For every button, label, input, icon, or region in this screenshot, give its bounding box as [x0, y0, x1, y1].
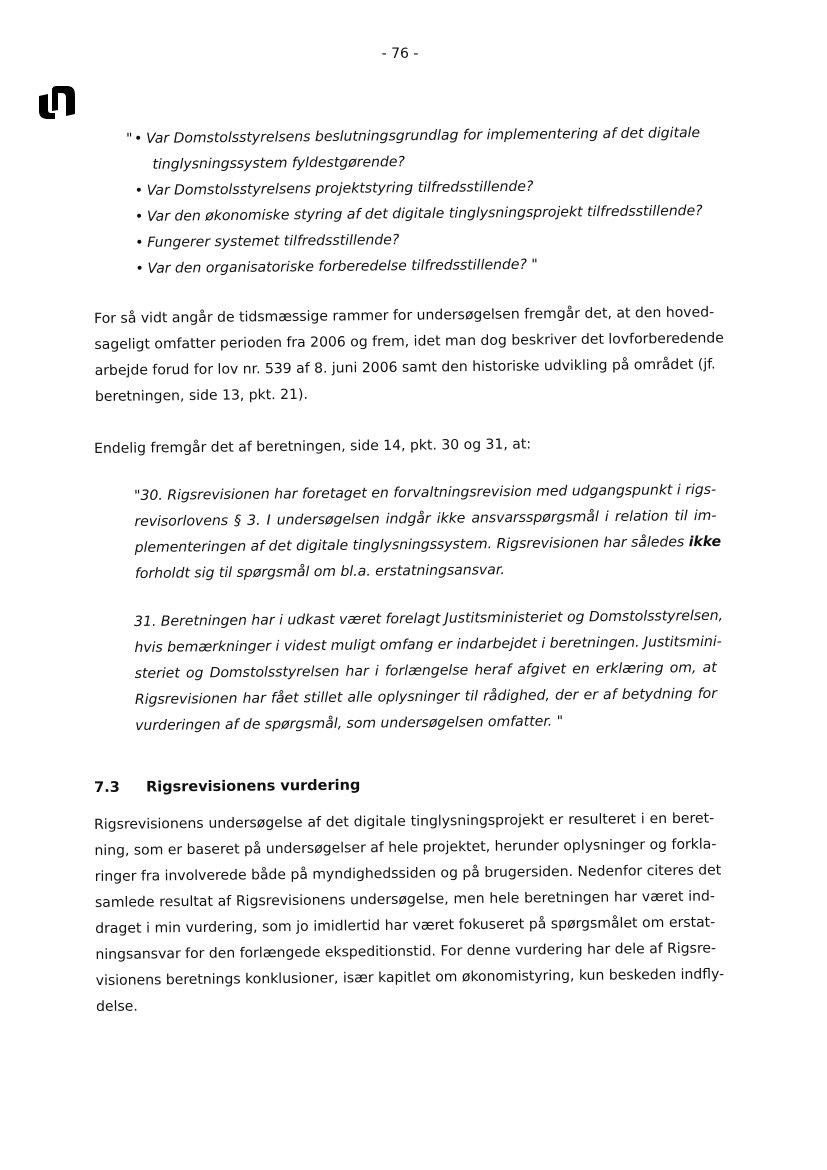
quote-line: hvis bemærkninger i videst muligt omfang er indarbejdet i beretningen. Justitsmini-	[134, 633, 722, 656]
text-line: arbejde forud for lov nr. 539 af 8. juni 2006 samt den historiske udvikling på området (jf.	[94, 356, 716, 379]
quote-line-text: plementeringen af det digitale tinglysningssystem. Rigsrevisionen har således	[134, 534, 689, 556]
text-line: ringer fra involverede både på myndighedssiden og på brugersiden. Nedenfor citeres det	[94, 862, 722, 885]
list-item	[133, 250, 733, 282]
quote-point-31	[134, 603, 724, 739]
list-item-text: Var Domstolsstyrelsens projektstyring tilfredsstillende?	[146, 178, 534, 199]
list-item-continuation: tinglysningssystem fyldestgørende?	[152, 154, 405, 173]
quote-line: forholdt sig til spørgsmål om bl.a. erstatningsansvar.	[134, 562, 505, 582]
bullet-icon: •	[134, 208, 144, 225]
list-item-text: Fungerer systemet tilfredsstillende?	[147, 232, 400, 251]
bullet-icon: •	[135, 234, 144, 251]
text-line: samlede resultat af Rigsrevisionens undersøgelse, men hele beretningen har været ind-	[94, 888, 716, 911]
text-line: Endelig fremgår det af beretningen, side 14, pkt. 30 og 31, at:	[94, 436, 532, 457]
list-item-text: Var den organisatoriske forberedelse tilfredsstillende? "	[147, 256, 538, 277]
paragraph-intro-quote	[94, 430, 714, 462]
text-line: visionens beretnings konklusioner, især kapitlet om økonomistyring, kun beskeden indfly-	[95, 966, 725, 989]
list-item	[126, 120, 733, 178]
open-quote: "	[126, 130, 133, 148]
emphasis-text: ikke	[688, 533, 722, 551]
paragraph-timeframe	[94, 300, 724, 410]
bullet-icon: •	[135, 260, 144, 277]
quote-line: Rigsrevisionen har fået stillet alle oplysninger til rådighed, der er af betydning for	[134, 685, 718, 708]
section-number: 7.3	[94, 779, 120, 796]
text-line: Rigsrevisionens undersøgelse af det digitale tinglysningsprojekt er resulteret i en beret-	[94, 810, 715, 833]
bullet-icon: •	[134, 130, 143, 147]
quote-line: 31. Beretningen har i udkast været forelagt Justitsministeriet og Domstolsstyrelsen,	[134, 607, 724, 630]
text-line: For så vidt angår de tidsmæssige rammer for undersøgelsen fremgår det, at den hoved-	[94, 304, 715, 327]
page-number: - 76 -	[381, 46, 419, 62]
section-heading	[94, 778, 360, 796]
list-item-text: Var den økonomiske styring af det digitale tinglysningsprojekt tilfredsstillende?	[146, 203, 703, 225]
bullet-icon: •	[134, 182, 144, 199]
text-line: ning, som er baseret på undersøgelser af hele projektet, herunder oplysninger og forkla-	[94, 836, 717, 859]
question-list	[126, 120, 734, 282]
logo-icon	[36, 86, 76, 120]
quote-line: steriet og Domstolsstyrelsen har i forlængelse heraf afgivet en erklæring om, at	[134, 659, 717, 682]
quote-point-30	[134, 477, 722, 587]
paragraph-assessment	[94, 806, 725, 1020]
quote-line: vurderingen af de spørgsmål, som undersøgelsen omfatter. "	[135, 713, 564, 734]
section-title: Rigsrevisionens vurdering	[145, 777, 361, 796]
text-line: draget i min vurdering, som jo imidlertid har været fokuseret på spørgsmålet om erstat-	[95, 914, 716, 937]
text-line: ningsansvar for den forlængede ekspeditionstid. For denne vurdering har dele af Rigsre-	[95, 940, 717, 963]
quote-line: revisorlovens § 3. I undersøgelsen indgår ikke ansvarsspørgsmål i relation til im-	[134, 507, 717, 530]
text-line: sageligt omfatter perioden fra 2006 og frem, idet man dog beskriver det lovforberedende	[94, 330, 724, 353]
quote-line: "30. Rigsrevisionen har foretaget en forvaltningsrevision med udgangspunkt i rigs-	[134, 481, 717, 504]
text-line: beretningen, side 13, pkt. 21).	[94, 386, 308, 405]
list-item-text: Var Domstolsstyrelsens beslutningsgrundlag for implementering af det digitale	[146, 125, 701, 147]
text-line: delse.	[95, 998, 138, 1015]
